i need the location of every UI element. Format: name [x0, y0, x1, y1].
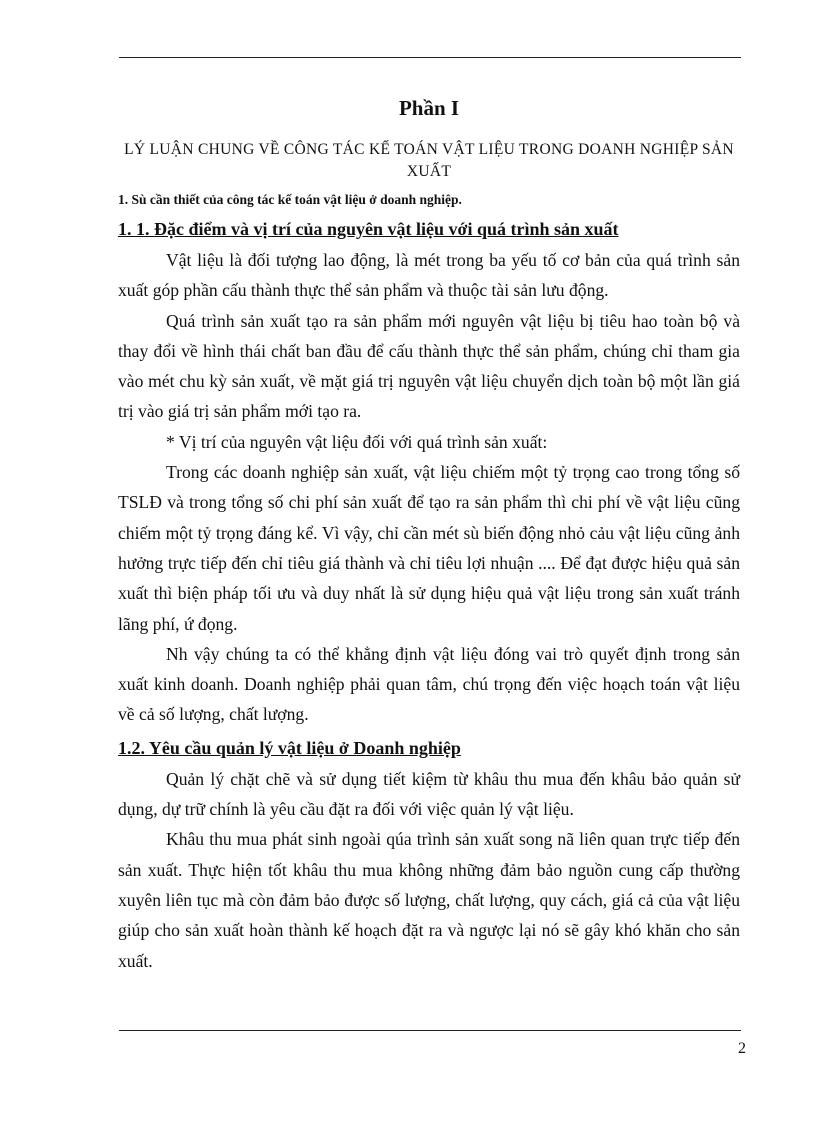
section-title: 1. Sù cần thiết của công tác kế toán vật liệu ở doanh nghiệp. — [118, 192, 462, 207]
chapter-title: LÝ LUẬN CHUNG VỀ CÔNG TÁC KẾ TOÁN VẬT LIỆU TRONG DOANH NGHIỆP SẢN XUẤT — [124, 141, 734, 180]
paragraph: Quá trình sản xuất tạo ra sản phẩm mới nguyên vật liệu bị tiêu hao toàn bộ và thay đổi về hình thái chất ban đầu để cấu thành thực thể sản phẩm, chúng chỉ tham gia vào mét chu kỳ sản xuất, về mặt giá trị nguyên vật liệu chuyển dịch toàn bộ một lần giá trị vào giá trị sản phẩm mới tạo ra. — [118, 310, 740, 422]
paragraph: Trong các doanh nghiệp sản xuất, vật liệu chiếm một tỷ trọng cao trong tổng số TSLĐ và trong tổng số chi phí sản xuất để tạo ra sản phẩm thì chi phí về vật liệu cũng chiếm một tỷ trọng đáng kể. Vì vậy, chỉ cần mét sù biến động nhỏ cảu vật liệu cũng ảnh hưởng trực tiếp đến chỉ tiêu giá thành và chỉ tiêu lợi nhuận .... Để đạt được hiệu quả sản xuất thì biện pháp tối ưu và duy nhất là sử dụng hiệu quả vật liệu trong sản xuất tránh lãng phí, ứ đọng. — [118, 462, 740, 634]
part-title: Phần I — [398, 96, 460, 120]
heading-1-2: 1.2. Yêu cầu quản lý vật liệu ở Doanh nghiệp — [118, 737, 461, 758]
paragraph: * Vị trí của nguyên vật liệu đối với quá trình sản xuất: — [166, 431, 548, 452]
header-rule — [119, 57, 741, 58]
paragraph: Vật liệu là đối tượng lao động, là mét trong ba yếu tố cơ bản của quá trình sản xuất góp phần cấu thành thực thể sản phẩm và thuộc tài sản lưu động. — [118, 250, 740, 301]
document-body — [118, 60, 740, 976]
footer-rule — [119, 1030, 741, 1031]
paragraph: Khâu thu mua phát sinh ngoài qúa trình sản xuất song nã liên quan trực tiếp đến sản xuất. Thực hiện tốt khâu thu mua không những đảm bảo nguồn cung cấp thường xuyên liên tục mà còn đảm bảo được số lượng, chất lượng, quy cách, giá cả của vật liệu giúp cho sản xuất hoàn thành kế hoạch đặt ra và ngược lại nó sẽ gây khó khăn cho sản xuất. — [118, 829, 740, 971]
page-number: 2 — [738, 1040, 746, 1057]
paragraph: Quản lý chặt chẽ và sử dụng tiết kiệm từ khâu thu mua đến khâu bảo quản sử dụng, dự trữ chính là yêu cầu đặt ra đối với việc quản lý vật liệu. — [118, 768, 740, 820]
paragraph: Nh vậy chúng ta có thể khẳng định vật liệu đóng vai trò quyết định trong sản xuất kinh doanh. Doanh nghiệp phải quan tâm, chú trọng đến việc hoạch toán vật liệu về cả số lượng, chất lượng. — [118, 643, 740, 725]
heading-1-1: 1. 1. Đặc điểm và vị trí của nguyên vật liệu với quá trình sản xuất — [118, 219, 619, 239]
